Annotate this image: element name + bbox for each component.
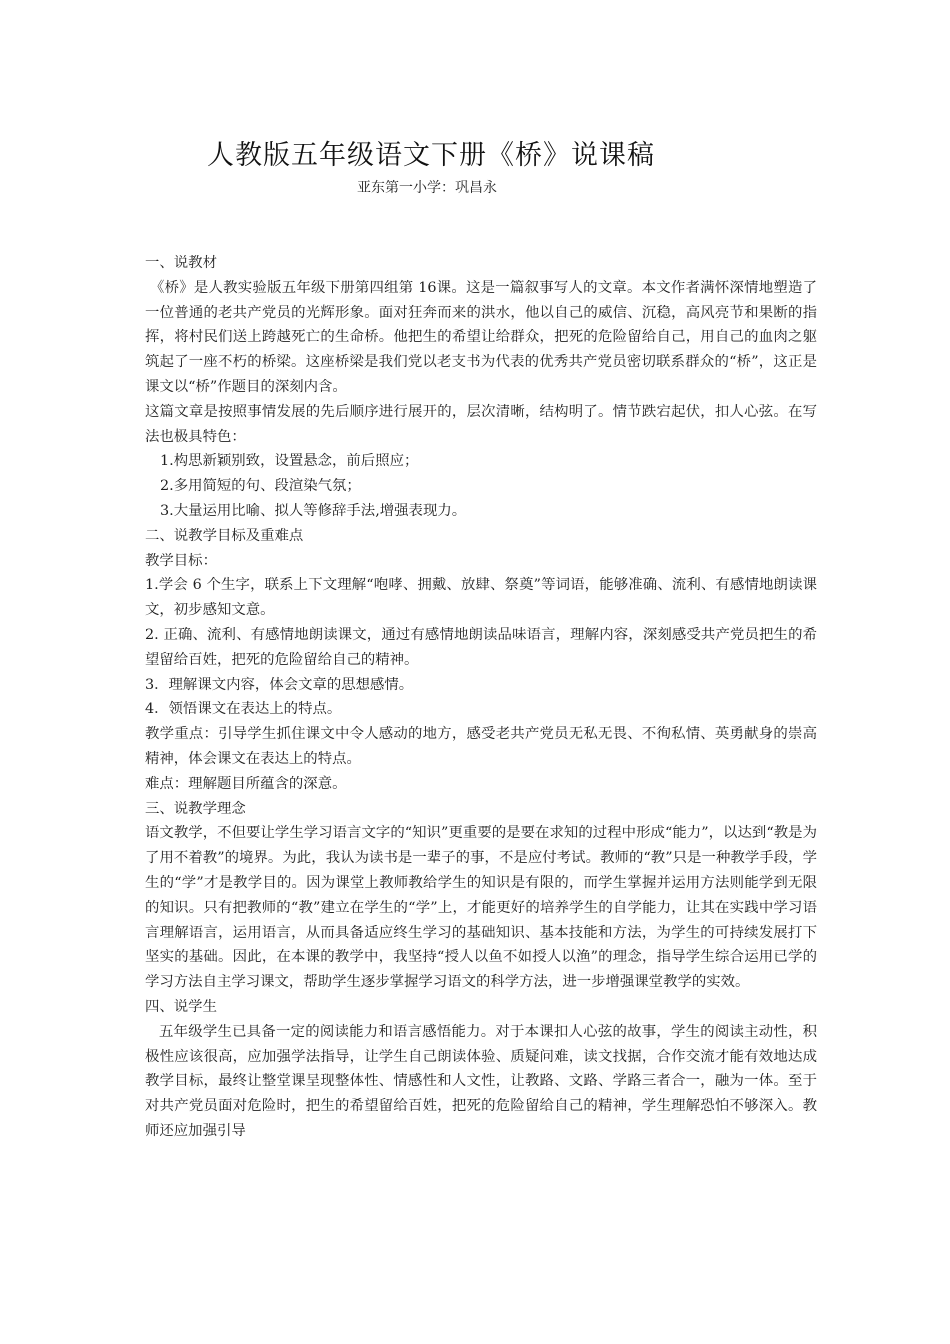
section-heading: 二、说教学目标及重难点 <box>145 527 304 544</box>
list-item: 2. 正确、流利、有感情地朗读课文，通过有感情地朗读品味语言，理解内容，深刻感受共产党员把生的希望留给百姓，把死的危险留给自己的精神。 <box>145 626 817 668</box>
body-paragraph: 五年级学生已具备一定的阅读能力和语言感悟能力。对于本课扣人心弦的故事，学生的阅读主动性，积极性应该很高，应加强学法指导，让学生自己朗读体验、质疑问难，读文找据，合作交流才能有效地达成教学目标，最终让整堂课呈现整体性、情感性和人文性，让教路、文路、学路三者合一，融为一体。至于对共产党员面对危险时，把生的希望留给百姓，把死的危险留给自己的精神，学生理解恐怕不够深入。教师还应加强引导 <box>145 1023 817 1139</box>
subheading: 教学目标： <box>145 552 217 569</box>
list-item: 2.多用简短的句、段渲染气氛； <box>160 478 361 495</box>
document-title: 人教版五年级语文下册《桥》说课稿 <box>207 140 655 171</box>
list-item: 3.大量运用比喻、拟人等修辞手法,增强表现力。 <box>160 502 467 519</box>
body-paragraph: 《桥》是人教实验版五年级下册第四组第 16课。这是一篇叙事写人的文章。本文作者满怀深情地塑造了一位普通的老共产党员的光辉形象。面对狂奔而来的洪水，他以自己的威信、沉稳，高风亮节和果断的指挥，将村民们送上跨越死亡的生命桥。他把生的希望让给群众，把死的危险留给自己，用自己的血肉之躯筑起了一座不朽的桥梁。这座桥梁是我们党以老支书为代表的优秀共产党员密切联系群众的“桥”，这正是课文以“桥”作题目的深刻内含。 <box>145 279 817 395</box>
body-paragraph: 难点：理解题目所蕴含的深意。 <box>145 775 347 792</box>
body-paragraph: 这篇文章是按照事情发展的先后顺序进行展开的，层次清晰，结构明了。情节跌宕起伏，扣人心弦。在写法也极具特色： <box>145 403 817 445</box>
list-item: 1.学会 6 个生字，联系上下文理解“咆哮、拥戴、放肆、祭奠”等词语，能够准确、流利、有感情地朗读课文，初步感知文意。 <box>145 577 817 619</box>
body-paragraph: 教学重点：引导学生抓住课文中令人感动的地方，感受老共产党员无私无畏、不徇私情、英勇献身的崇高精神，体会课文在表达上的特点。 <box>145 726 817 767</box>
list-item: 1.构思新颖别致，设置悬念，前后照应； <box>160 453 419 470</box>
list-item: 4．领悟课文在表达上的特点。 <box>145 701 342 718</box>
section-heading: 一、说教材 <box>145 255 217 271</box>
section-heading: 四、说学生 <box>145 998 217 1015</box>
body-paragraph: 语文教学，不但要让学生学习语言文字的“知识”更重要的是要在求知的过程中形成“能力”，以达到“教是为了用不着教”的境界。为此，我认为读书是一辈子的事，不是应付考试。教师的“教”只是一种教学手段，学生的“学”才是教学目的。因为课堂上教师教给学生的知识是有限的，而学生掌握并运用方法则能学到无限的知识。只有把教师的“教”建立在学生的“学”上，才能更好的培养学生的自学能力，让其在实践中学习语言理解语言，运用语言，从而具备适应终生学习的基础知识、基本技能和方法，为学生的可持续发展打下坚实的基础。因此，在本课的教学中，我坚持“授人以鱼不如授人以渔”的理念，指导学生综合运用已学的学习方法自主学习课文，帮助学生逐步掌握学习语文的科学方法，进一步增强课堂教学的实效。 <box>145 825 817 991</box>
document-body <box>145 251 817 1144</box>
document-subtitle: 亚东第一小学：巩昌永 <box>357 180 497 196</box>
list-item: 3．理解课文内容，体会文章的思想感情。 <box>145 676 414 693</box>
section-heading: 三、说教学理念 <box>145 800 246 817</box>
